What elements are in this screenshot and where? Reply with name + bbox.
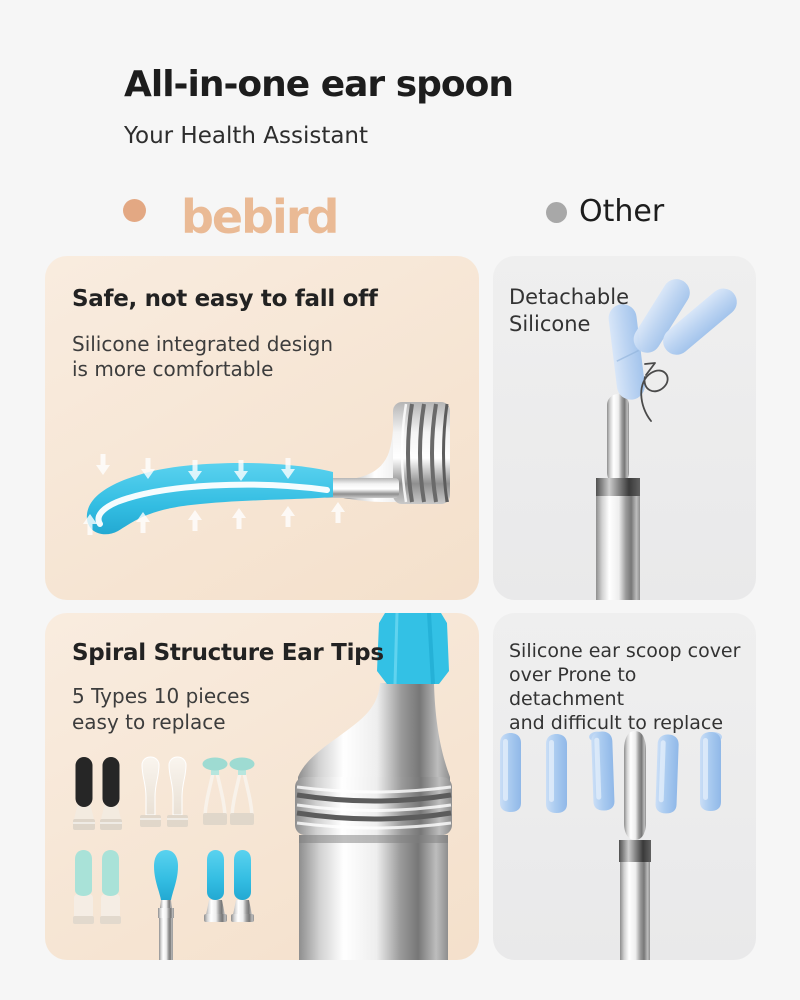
clear-ear-tip [140, 757, 161, 827]
panel-other-covers [493, 613, 756, 960]
blue-scoop-stick [154, 850, 178, 960]
blue-metal-ear-tip [231, 850, 254, 922]
mint-ear-tip [100, 850, 121, 924]
panel-body-line: is more comfortable [72, 357, 274, 381]
page-title: All-in-one ear spoon [124, 64, 513, 105]
black-ear-tip [100, 757, 122, 830]
competitor-label: Other [579, 194, 665, 229]
teal-cap-ear-tip [230, 758, 255, 826]
black-ear-tip [73, 757, 95, 830]
panel-caption-line: Detachable [509, 285, 630, 309]
panel-caption-line: Silicone ear scoop cover [509, 640, 741, 662]
silicone-cover [655, 734, 679, 814]
silicone-cover [546, 734, 567, 813]
teal-cap-ear-tip [203, 758, 228, 826]
panel-body-line: Silicone integrated design [72, 332, 334, 356]
panel-body-line: easy to replace [72, 710, 226, 734]
panel-caption-line: over Prone to detachment [509, 664, 637, 710]
silicone-cover [500, 733, 521, 812]
panel-other-detachable [493, 256, 756, 600]
silicone-spoon [87, 463, 333, 534]
bebird-dot-icon [123, 199, 146, 222]
panel-body-line: 5 Types 10 pieces [72, 684, 250, 708]
other-dot-icon [546, 202, 567, 223]
metal-ear-pick [619, 731, 651, 960]
panel-heading: Spiral Structure Ear Tips [72, 640, 384, 666]
rotate-arrow-icon [641, 363, 667, 421]
silicone-cover [700, 732, 722, 811]
metal-stick [596, 394, 640, 600]
clear-ear-tip [167, 757, 188, 827]
mint-ear-tip [73, 850, 94, 924]
panel-caption-line: Silicone [509, 312, 591, 336]
panel-heading: Safe, not easy to fall off [72, 286, 378, 312]
bebird-brand-logo: bebird [181, 190, 338, 244]
silicone-cover [589, 731, 615, 811]
spoon-metal-rod [323, 478, 399, 498]
panel-caption-line: and difficult to replace [509, 712, 724, 734]
blue-metal-ear-tip [204, 850, 227, 922]
panel-bebird-tips [45, 613, 479, 960]
page-subtitle: Your Health Assistant [124, 123, 369, 149]
panel-bebird-safety [45, 256, 479, 600]
